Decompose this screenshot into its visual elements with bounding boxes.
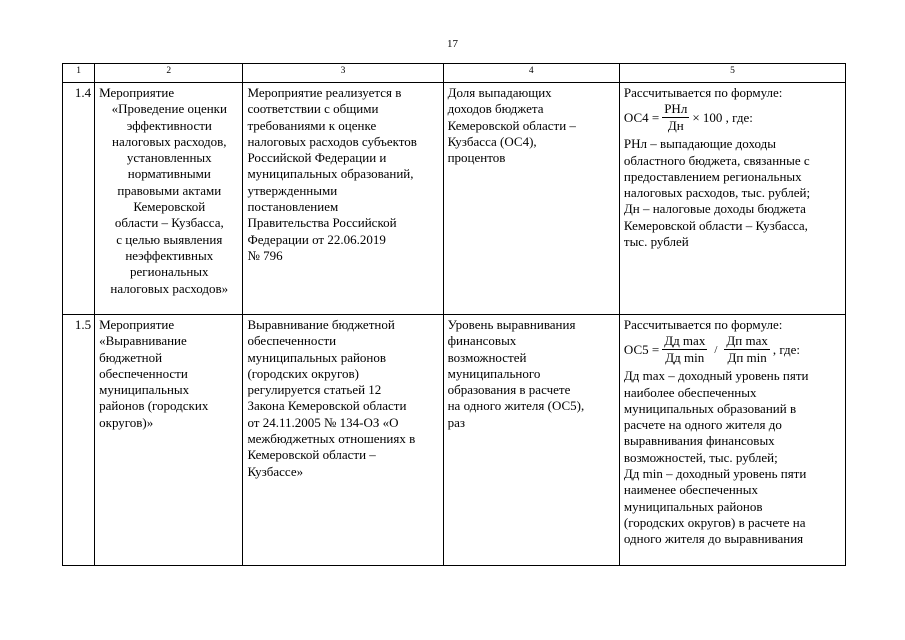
indicator-line: доходов бюджета [447, 101, 544, 117]
event-line: с целью выявления [116, 231, 223, 247]
basis-cell [243, 315, 443, 566]
event-line: Мероприятие [99, 317, 175, 332]
formula-lhs: ОС5 = [623, 341, 660, 357]
table-row [63, 83, 846, 315]
indicator-line: Уровень выравнивания [447, 317, 576, 332]
event-cell [95, 83, 243, 315]
definition-line: Кемеровской области – Кузбасса, [623, 217, 808, 233]
basis-line: Правительства Российской [247, 215, 397, 231]
column-header-3: 3 [243, 64, 443, 83]
formula-os5 [624, 334, 842, 365]
basis-line: Мероприятие реализуется в [247, 85, 402, 100]
basis-line: утвержденными [247, 182, 338, 198]
formula-numerator: Дп max [726, 333, 768, 349]
basis-line: Кузбассе» [247, 463, 304, 479]
column-header-4: 4 [443, 64, 619, 83]
indicator-cell [443, 83, 619, 315]
basis-line: Кемеровской области – [247, 447, 376, 463]
definition-line: Дд min – доходный уровень пяти [623, 466, 807, 482]
basis-line: муниципальных образований, [247, 166, 414, 182]
definition-line: наиболее обеспеченных [623, 384, 757, 400]
event-line: Кемеровской [133, 199, 206, 215]
basis-line: соответствии с общими [247, 101, 379, 117]
event-line: области – Кузбасса, [114, 215, 224, 231]
basis-line: от 24.11.2005 № 134-ОЗ «О [247, 414, 399, 430]
formula-tail: × 100 , где: [692, 109, 753, 125]
definition-line: Дд max – доходный уровень пяти [623, 368, 809, 384]
definition-line: расчете на одного жителя до [623, 417, 782, 433]
basis-cell [243, 83, 443, 315]
indicator-line: на одного жителя (ОС5), [447, 398, 585, 414]
definition-line: выравнивания финансовых [623, 433, 775, 449]
definition-line: областного бюджета, связанные с [623, 152, 810, 168]
basis-line: обеспеченности [247, 333, 337, 349]
basis-line: муниципальных районов [247, 349, 387, 365]
column-header-5: 5 [619, 64, 845, 83]
indicator-line: раз [447, 414, 465, 430]
indicator-line: Доля выпадающих [447, 85, 552, 100]
calc-intro: Рассчитывается по формуле: [623, 85, 783, 100]
formula-divider: / [714, 343, 718, 356]
definition-line: Дн – налоговые доходы бюджета [623, 201, 806, 217]
basis-line: налоговых расходов субъектов [247, 133, 417, 149]
event-line: округов)» [99, 414, 154, 430]
row-number: 1.4 [63, 83, 95, 315]
basis-line: № 796 [247, 247, 283, 263]
definition-line: наименее обеспеченных [623, 482, 758, 498]
event-line: Мероприятие [99, 85, 175, 100]
basis-line: регулируется статьей 12 [247, 382, 382, 398]
event-line: правовыми актами [117, 182, 222, 198]
event-line: «Проведение оценки [111, 101, 227, 117]
basis-line: требованиями к оценке [247, 117, 377, 133]
calc-intro: Рассчитывается по формуле: [623, 317, 783, 332]
formula-numerator: Дд max [664, 333, 706, 349]
definition-line: РНл – выпадающие доходы [623, 136, 776, 152]
basis-line: Выравнивание бюджетной [247, 317, 395, 332]
event-cell [95, 315, 243, 566]
document-table [62, 63, 846, 566]
formula-numerator: РНл [664, 101, 688, 117]
indicator-line: процентов [447, 150, 506, 166]
basis-line: Федерации от 22.06.2019 [247, 231, 386, 247]
column-header-1: 1 [63, 64, 95, 83]
definition-line: муниципальных образований в [623, 400, 797, 416]
formula-fraction-1 [662, 334, 707, 365]
definition-line: муниципальных районов [623, 498, 763, 514]
indicator-cell [443, 315, 619, 566]
basis-line: Российской Федерации и [247, 150, 387, 166]
calculation-cell [619, 315, 845, 566]
event-line: эффективности [126, 117, 212, 133]
event-line: налоговых расходов, [112, 133, 227, 149]
basis-line: межбюджетных отношениях в [247, 431, 416, 447]
indicator-line: муниципального [447, 365, 541, 381]
definition-line: предоставлением региональных [623, 168, 802, 184]
event-line: нормативными [127, 166, 211, 182]
event-line: «Выравнивание [99, 333, 187, 349]
row-number: 1.5 [63, 315, 95, 566]
definition-line: возможностей, тыс. рублей; [623, 449, 778, 465]
formula-os4 [624, 102, 842, 133]
indicator-line: Кемеровской области – [447, 117, 576, 133]
event-line: обеспеченности [99, 365, 188, 381]
formula-denominator: Дд min [665, 350, 705, 366]
indicator-line: образования в расчете [447, 382, 571, 398]
indicator-line: Кузбасса (ОС4), [447, 133, 537, 149]
formula-tail: , где: [772, 341, 801, 357]
calculation-cell [619, 83, 845, 315]
formula-fraction-2 [724, 334, 769, 365]
basis-line: постановлением [247, 199, 339, 215]
table-header-row [63, 64, 846, 83]
page-number: 17 [447, 38, 458, 50]
event-line: муниципальных [99, 382, 190, 398]
basis-line: (городских округов) [247, 365, 359, 381]
definition-line: (городских округов) в расчете на [623, 514, 806, 530]
event-line: неэффективных [125, 247, 214, 263]
event-line: установленных [126, 150, 212, 166]
indicator-line: финансовых [447, 333, 517, 349]
formula-lhs: ОС4 = [623, 109, 660, 125]
event-line: налоговых расходов» [110, 280, 229, 296]
event-line: бюджетной [99, 349, 163, 365]
definition-line: налоговых расходов, тыс. рублей; [623, 185, 811, 201]
definition-line: тыс. рублей [623, 234, 689, 250]
indicator-line: возможностей [447, 349, 527, 365]
formula-denominator: Дн [667, 118, 684, 134]
formula-denominator: Дп min [727, 350, 767, 366]
formula-fraction [662, 102, 689, 133]
event-line: районов (городских [99, 398, 209, 414]
event-line: региональных [130, 264, 209, 280]
column-header-2: 2 [95, 64, 243, 83]
definition-line: одного жителя до выравнивания [623, 531, 804, 547]
basis-line: Закона Кемеровской области [247, 398, 407, 414]
table-row [63, 315, 846, 566]
